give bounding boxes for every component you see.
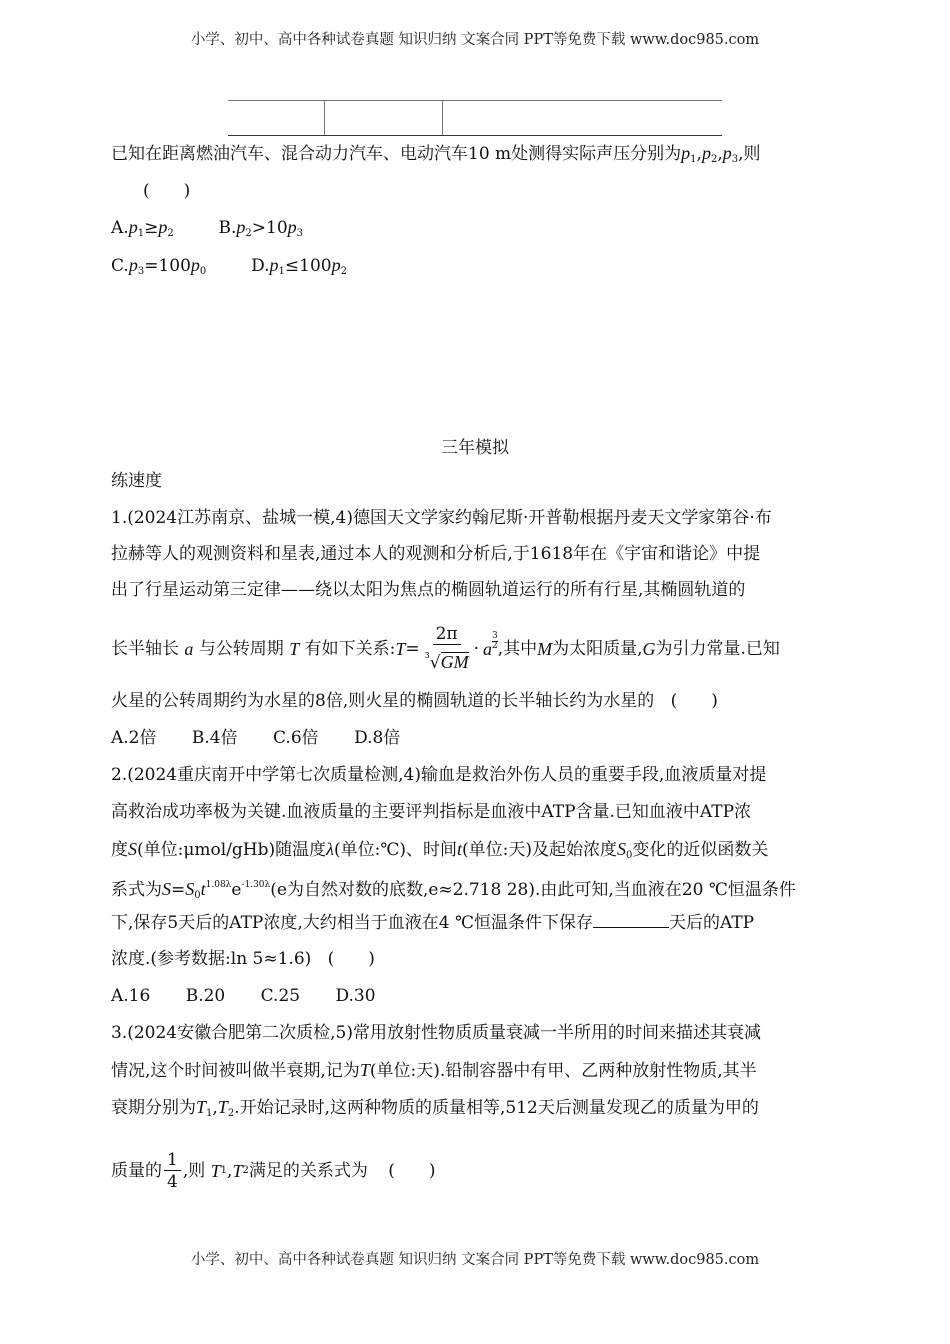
table-top-border [228, 100, 722, 101]
q3-line-4: 质量的 $\frac{1}{4}$ ,则 T 1 , T 2 满足的关系式为 ( ) [111, 1149, 436, 1192]
fill-blank[interactable] [593, 911, 669, 928]
section-title: 三年模拟 [441, 438, 509, 458]
q1-options [111, 727, 430, 749]
q2-line-5: 下,保存5天后的ATP浓度,大约相当于血液在4 ℃恒温条件下保存 天后的ATP [111, 913, 755, 933]
page-header: 小学、初中、高中各种试卷真题 知识归纳 文案合同 PPT等免费下载 www.doc985.com [190, 32, 760, 48]
fraction-one-quarter: $\frac{1}{4}$ [164, 1150, 181, 1193]
option-d[interactable]: D.8倍 [354, 728, 401, 748]
table-bottom-border [228, 135, 722, 136]
option-a[interactable]: A.2倍 [111, 728, 157, 748]
options-row-cd [111, 254, 347, 283]
option-b[interactable]: B.20 [185, 986, 226, 1006]
options-row-ab [111, 216, 303, 245]
q1-line-5: 火星的公转周期约为水星的8倍,则火星的椭圆轨道的长半轴长约为水星的 ( ) [111, 691, 718, 711]
option-a[interactable]: $A.p_1\ge p_2$ [111, 217, 174, 239]
formula-fraction: $\frac{2\pi}{^3√GM}$ [424, 624, 469, 673]
page-footer: 小学、初中、高中各种试卷真题 知识归纳 文案合同 PPT等免费下载 www.doc985.com [190, 1252, 760, 1268]
table-divider [442, 100, 443, 136]
option-c[interactable]: C.25 [260, 986, 301, 1006]
q3-line-3: 衰期分别为$T_1,T_2$.开始记录时,这两种物质的质量相等,512天后测量发现乙的质量为甲的 [111, 1097, 759, 1119]
option-d[interactable]: D.30 [335, 986, 376, 1006]
option-a[interactable]: A.16 [111, 986, 151, 1006]
q2-line-2: 高救治成功率极为关键.血液质量的主要评判指标是血液中ATP含量.已知血液中ATP浓 [111, 802, 752, 822]
option-b[interactable]: B.4倍 [191, 728, 238, 748]
q2-options [111, 985, 406, 1007]
option-c[interactable]: C.6倍 [273, 728, 319, 748]
q1-line-4-formula: 长半轴长 a 与公转周期 T 有如下关系: T = $\frac{2\pi}{^3√GM}$ · a 3 2 ,其中 M 为太阳质量, G 为引力常量.已知 [111, 624, 780, 673]
q3-line-1: 3.(2024安徽合肥第二次质检,5)常用放射性物质质量衰减一半所用的时间来描述其衰减 [111, 1023, 761, 1043]
option-c[interactable]: $C.p_3=100p_0$ [111, 255, 207, 277]
prev-question-stem: 已知在距离燃油汽车、混合动力汽车、电动汽车10 m处测得实际声压分别为$p_1,p_2,p_3$,则 [111, 143, 761, 165]
q1-line-2: 拉赫等人的观测资料和星表,通过本人的观测和分析后,于1618年在《宇宙和谐论》中提 [111, 544, 761, 564]
q3-line-2: 情况,这个时间被叫做半衰期,记为T(单位:天).铅制容器中有甲、乙两种放射性物质,其半 [111, 1060, 757, 1081]
q1-line-1: 1.(2024江苏南京、盐城一模,4)德国天文学家约翰尼斯·开普勒根据丹麦天文学家第谷·布 [111, 508, 772, 528]
q1-line-3: 出了行星运动第三定律——绕以太阳为焦点的椭圆轨道运行的所有行星,其椭圆轨道的 [111, 580, 746, 600]
q2-line-3: 度S(单位:μmol/gHb)随温度λ(单位:℃)、时间t(单位:天)及起始浓度$S_0$变化的近似函数关 [111, 839, 769, 861]
option-d[interactable]: $D.p_1\le 100p_2$ [251, 255, 347, 277]
q2-line-4: 系式为$S=S_0t^{1.08\lambda}e^{-1.30\lambda}(e$为自然对数的底数,e≈2.718 28).由此可知,当血液在20 ℃恒温条件 [111, 879, 796, 901]
q2-line-1: 2.(2024重庆南开中学第七次质量检测,4)输血是救治外伤人员的重要手段,血液质量对提 [111, 765, 767, 785]
option-b[interactable]: $B.p_2>10p_3$ [218, 217, 304, 239]
q2-line-6: 浓度.(参考数据:ln 5≈1.6) ( ) [111, 949, 375, 969]
table-divider [324, 100, 325, 136]
section-subtitle: 练速度 [111, 471, 162, 491]
answer-paren: ( ) [143, 181, 191, 201]
